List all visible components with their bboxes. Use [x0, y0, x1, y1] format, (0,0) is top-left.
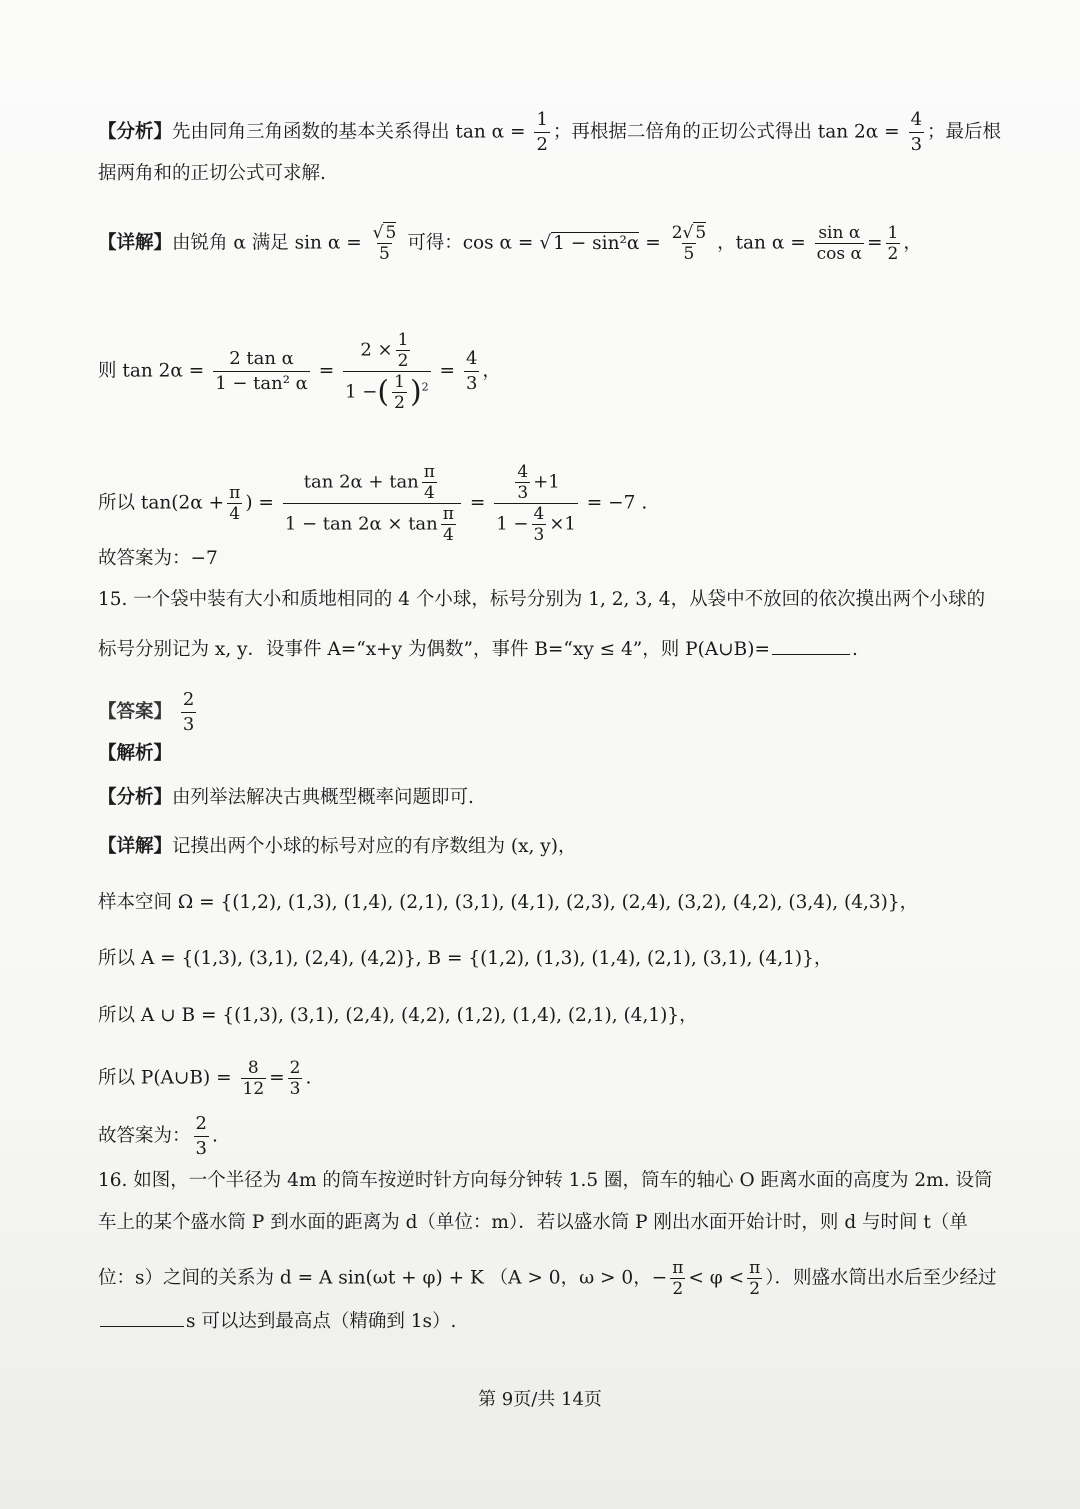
fraction-tan-sum-formula: tan 2α + tan $\frac{\pi}{4}$ 1 − tan 2α × tan $\frac{\pi}{4}$ — [283, 462, 461, 545]
fraction-tan-value: $\frac{1}{2}$ — [887, 223, 899, 264]
union-line: 所以 A ∪ B = {(1,3), (3,1), (2,4), (4,2), (1,2), (1,4), (2,1), (4,1)}， — [98, 1005, 698, 1026]
detail-15: 【详解】记摸出两个小球的标号对应的有序数组为 (x, y)， — [98, 836, 577, 857]
detail-text-a: 由锐角 α 满足 sin α = — [172, 232, 362, 254]
detail-tag: 【详解】 — [98, 232, 173, 254]
q15-line-2: 标号分别记为 x, y．设事件 A=“x+y 为偶数”，事件 B=“xy ≤ 4”，则 P(A∪B)= . — [98, 639, 858, 660]
fraction-sin-alpha: $\frac{√ 5}{5}$ — [372, 223, 397, 264]
detail-line-1: 【详解】由锐角 α 满足 sin α = $\frac{√ 5}{5}$ 可得：cos α = √ 1 − sin²α = $\frac{2√ 5}{5}$ ，tan α = $\frac{\text{sin α}}{\text{cos α}}$ = $\frac{1}{2}$ ， — [98, 223, 922, 264]
answer-15-final: 故答案为： $\frac{2}{3}$ . — [98, 1113, 218, 1159]
fraction-sin-over-cos: $\frac{\text{sin α}}{\text{cos α}}$ — [816, 223, 862, 264]
q16-line-1: 16. 如图，一个半径为 4m 的筒车按逆时针方向每分钟转 1.5 圈，筒车的轴心 O 距离水面的高度为 2m. 设筒 — [98, 1170, 993, 1191]
fraction-answer-15: $\frac{2}{3}$ — [182, 689, 195, 735]
answer-15 — [98, 688, 990, 737]
tan2-prefix: 则 tan 2α = — [98, 360, 205, 382]
fraction-8-12: $\frac{8}{12}$ — [242, 1058, 265, 1099]
q15-line-1: 15. 一个袋中装有大小和质地相同的 4 个小球，标号分别为 1, 2, 3, 4，从袋中不放回的依次摸出两个小球的 — [98, 589, 986, 610]
fraction-tan-sum-substituted: $\frac{4}{3}$ +1 1 − $\frac{4}{3}$ ×1 — [496, 462, 576, 545]
fraction-tan2-substituted: 2 × $\frac{1}{2}$ 1 −( $\frac{1}{2}$ )$^2$ — [345, 330, 429, 413]
sample-space-line: 样本空间 Ω = {(1,2), (1,3), (1,4), (2,1), (3,1), (4,1), (2,3), (2,4), (3,2), (4,2), (3,4), (4,3)}， — [98, 892, 919, 913]
tan-sum-line: 所以 tan(2α + $\frac{\pi}{4}$ ) = tan 2α + tan $\frac{\pi}{4}$ 1 − tan 2α × tan $\frac{\pi}{4}$ = $\frac{4}{3}$ +1 1 − $\frac{4}{3}$ ×1 = −7 . — [98, 462, 648, 545]
page-footer: 第 9页/共 14页 — [478, 1389, 602, 1410]
analysis-15: 【分析】由列举法解决古典概型概率问题即可. — [98, 787, 474, 808]
probability-line: 所以 P(A∪B) = $\frac{8}{12}$ = $\frac{2}{3}$ . — [98, 1058, 312, 1099]
analysis-text-c: ；最后根 — [927, 121, 1002, 143]
detail-text-b: 可得：cos α = — [407, 232, 534, 254]
q16-line-3: 位：s）之间的关系为 d = A sin(ωt + φ) + K （A > 0，ω > 0，− $\frac{\pi}{2}$ < φ < $\frac{\pi}{2}$ ）．则盛水筒出水后至少经过 — [98, 1258, 997, 1299]
analysis-line-2: 据两角和的正切公式可求解. — [98, 163, 326, 184]
analysis-line-1 — [98, 108, 1002, 157]
tan-sum-prefix: 所以 tan(2α + — [98, 492, 225, 514]
tan2-line: 则 tan 2α = $\frac{\text{2 tan α}}{\text{1 − tan² α}}$ = 2 × $\frac{1}{2}$ 1 −( $\frac{1}{2}$ )$^2$ = $\frac{4}{3}$ ， — [98, 330, 501, 413]
sqrt-expression: √ 1 − sin²α — [539, 232, 640, 254]
jiexi-tag: 【解析】 — [98, 743, 173, 764]
fraction-tan2-formula: $\frac{\text{2 tan α}}{\text{1 − tan² α}}$ — [215, 348, 308, 394]
answer-1: 故答案为：−7 — [98, 548, 218, 569]
fraction-tan2-result: $\frac{4}{3}$ — [465, 348, 478, 394]
fraction-answer-15-final: $\frac{2}{3}$ — [195, 1113, 207, 1159]
analysis-tag: 【分析】 — [98, 121, 173, 143]
answer-blank — [772, 654, 850, 655]
analysis-text-b: ；再根据二倍角的正切公式得出 tan 2α = — [552, 121, 900, 143]
fraction-cos-alpha: $\frac{2√ 5}{5}$ — [671, 223, 707, 264]
fraction-2-3: $\frac{2}{3}$ — [289, 1058, 301, 1099]
fraction-tan-alpha: $\frac{1}{2}$ — [536, 109, 548, 155]
set-ab-line: 所以 A = {(1,3), (3,1), (2,4), (4,2)}, B = {(1,2), (1,3), (1,4), (2,1), (3,1), (4,1)}， — [98, 948, 833, 969]
analysis-text-a: 先由同角三角函数的基本关系得出 tan α = — [172, 121, 526, 143]
q16-line-2: 车上的某个盛水筒 P 到水面的距离为 d（单位：m）．若以盛水筒 P 刚出水面开始计时，则 d 与时间 t（单 — [98, 1212, 968, 1233]
detail-text-d: ，tan α = — [717, 232, 806, 254]
answer-blank-16 — [100, 1326, 184, 1327]
answer-tag: 【答案】 — [98, 701, 173, 723]
fraction-tan-2alpha: $\frac{4}{3}$ — [910, 109, 923, 155]
q16-line-4: s 可以达到最高点（精确到 1s）. — [98, 1308, 990, 1336]
tan-sum-result: = −7 . — [586, 492, 648, 514]
